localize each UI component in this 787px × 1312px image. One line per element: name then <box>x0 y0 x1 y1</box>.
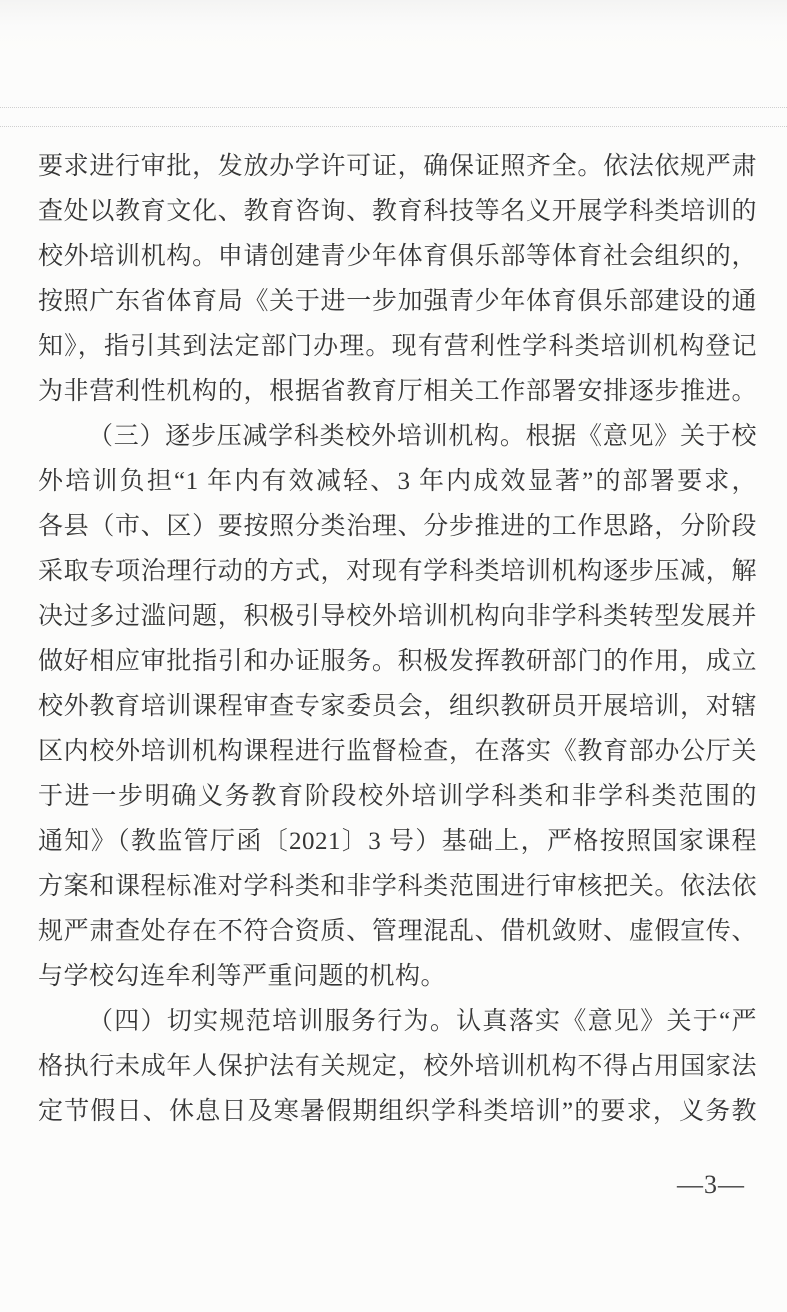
text-line: 外培训负担“1 年内有效减轻、3 年内成效显著”的部署要求， <box>38 468 757 495</box>
text-line: 定节假日、休息日及寒暑假期组织学科类培训”的要求，义务教 <box>38 1098 757 1125</box>
text-line: 规严肃查处存在不符合资质、管理混乱、借机敛财、虚假宣传、 <box>38 918 757 945</box>
text-line: 查处以教育文化、教育咨询、教育科技等名义开展学科类培训的 <box>38 198 757 225</box>
paragraph-start-line: （三）逐步压减学科类校外培训机构。根据《意见》关于校 <box>88 423 757 450</box>
paragraph-start-line: （四）切实规范培训服务行为。认真落实《意见》关于“严 <box>88 1008 757 1035</box>
text-line: 通知》（教监管厅函〔2021〕3 号）基础上，严格按照国家课程 <box>38 828 757 855</box>
text-line: 为非营利性机构的，根据省教育厅相关工作部署安排逐步推进。 <box>38 378 757 405</box>
text-line: 各县（市、区）要按照分类治理、分步推进的工作思路，分阶段 <box>38 513 757 540</box>
text-line: 采取专项治理行动的方式，对现有学科类培训机构逐步压减，解 <box>38 558 757 585</box>
scan-artifact-dotted-line <box>0 126 787 127</box>
text-line: 知》，指引其到法定部门办理。现有营利性学科类培训机构登记 <box>38 333 757 360</box>
text-line: 决过多过滥问题，积极引导校外培训机构向非学科类转型发展并 <box>38 603 757 630</box>
text-line: 校外教育培训课程审查专家委员会，组织教研员开展培训，对辖 <box>38 693 757 720</box>
text-line: 格执行未成年人保护法有关规定，校外培训机构不得占用国家法 <box>38 1053 757 1080</box>
text-line: 方案和课程标准对学科类和非学科类范围进行审核把关。依法依 <box>38 873 757 900</box>
text-line: 校外培训机构。申请创建青少年体育俱乐部等体育社会组织的， <box>38 243 757 270</box>
text-line: 于进一步明确义务教育阶段校外培训学科类和非学科类范围的 <box>38 783 757 810</box>
text-line: 按照广东省体育局《关于进一步加强青少年体育俱乐部建设的通 <box>38 288 757 315</box>
text-line: 区内校外培训机构课程进行监督检查，在落实《教育部办公厅关 <box>38 738 757 765</box>
text-line: 要求进行审批，发放办学许可证，确保证照齐全。依法依规严肃 <box>38 153 757 180</box>
paragraph-end-line: 与学校勾连牟利等严重问题的机构。 <box>38 963 447 990</box>
text-line: 做好相应审批指引和办证服务。积极发挥教研部门的作用，成立 <box>38 648 757 675</box>
page-number: —3— <box>677 1170 745 1199</box>
document-body <box>38 144 757 1134</box>
scan-artifact-dotted-line <box>0 107 787 108</box>
